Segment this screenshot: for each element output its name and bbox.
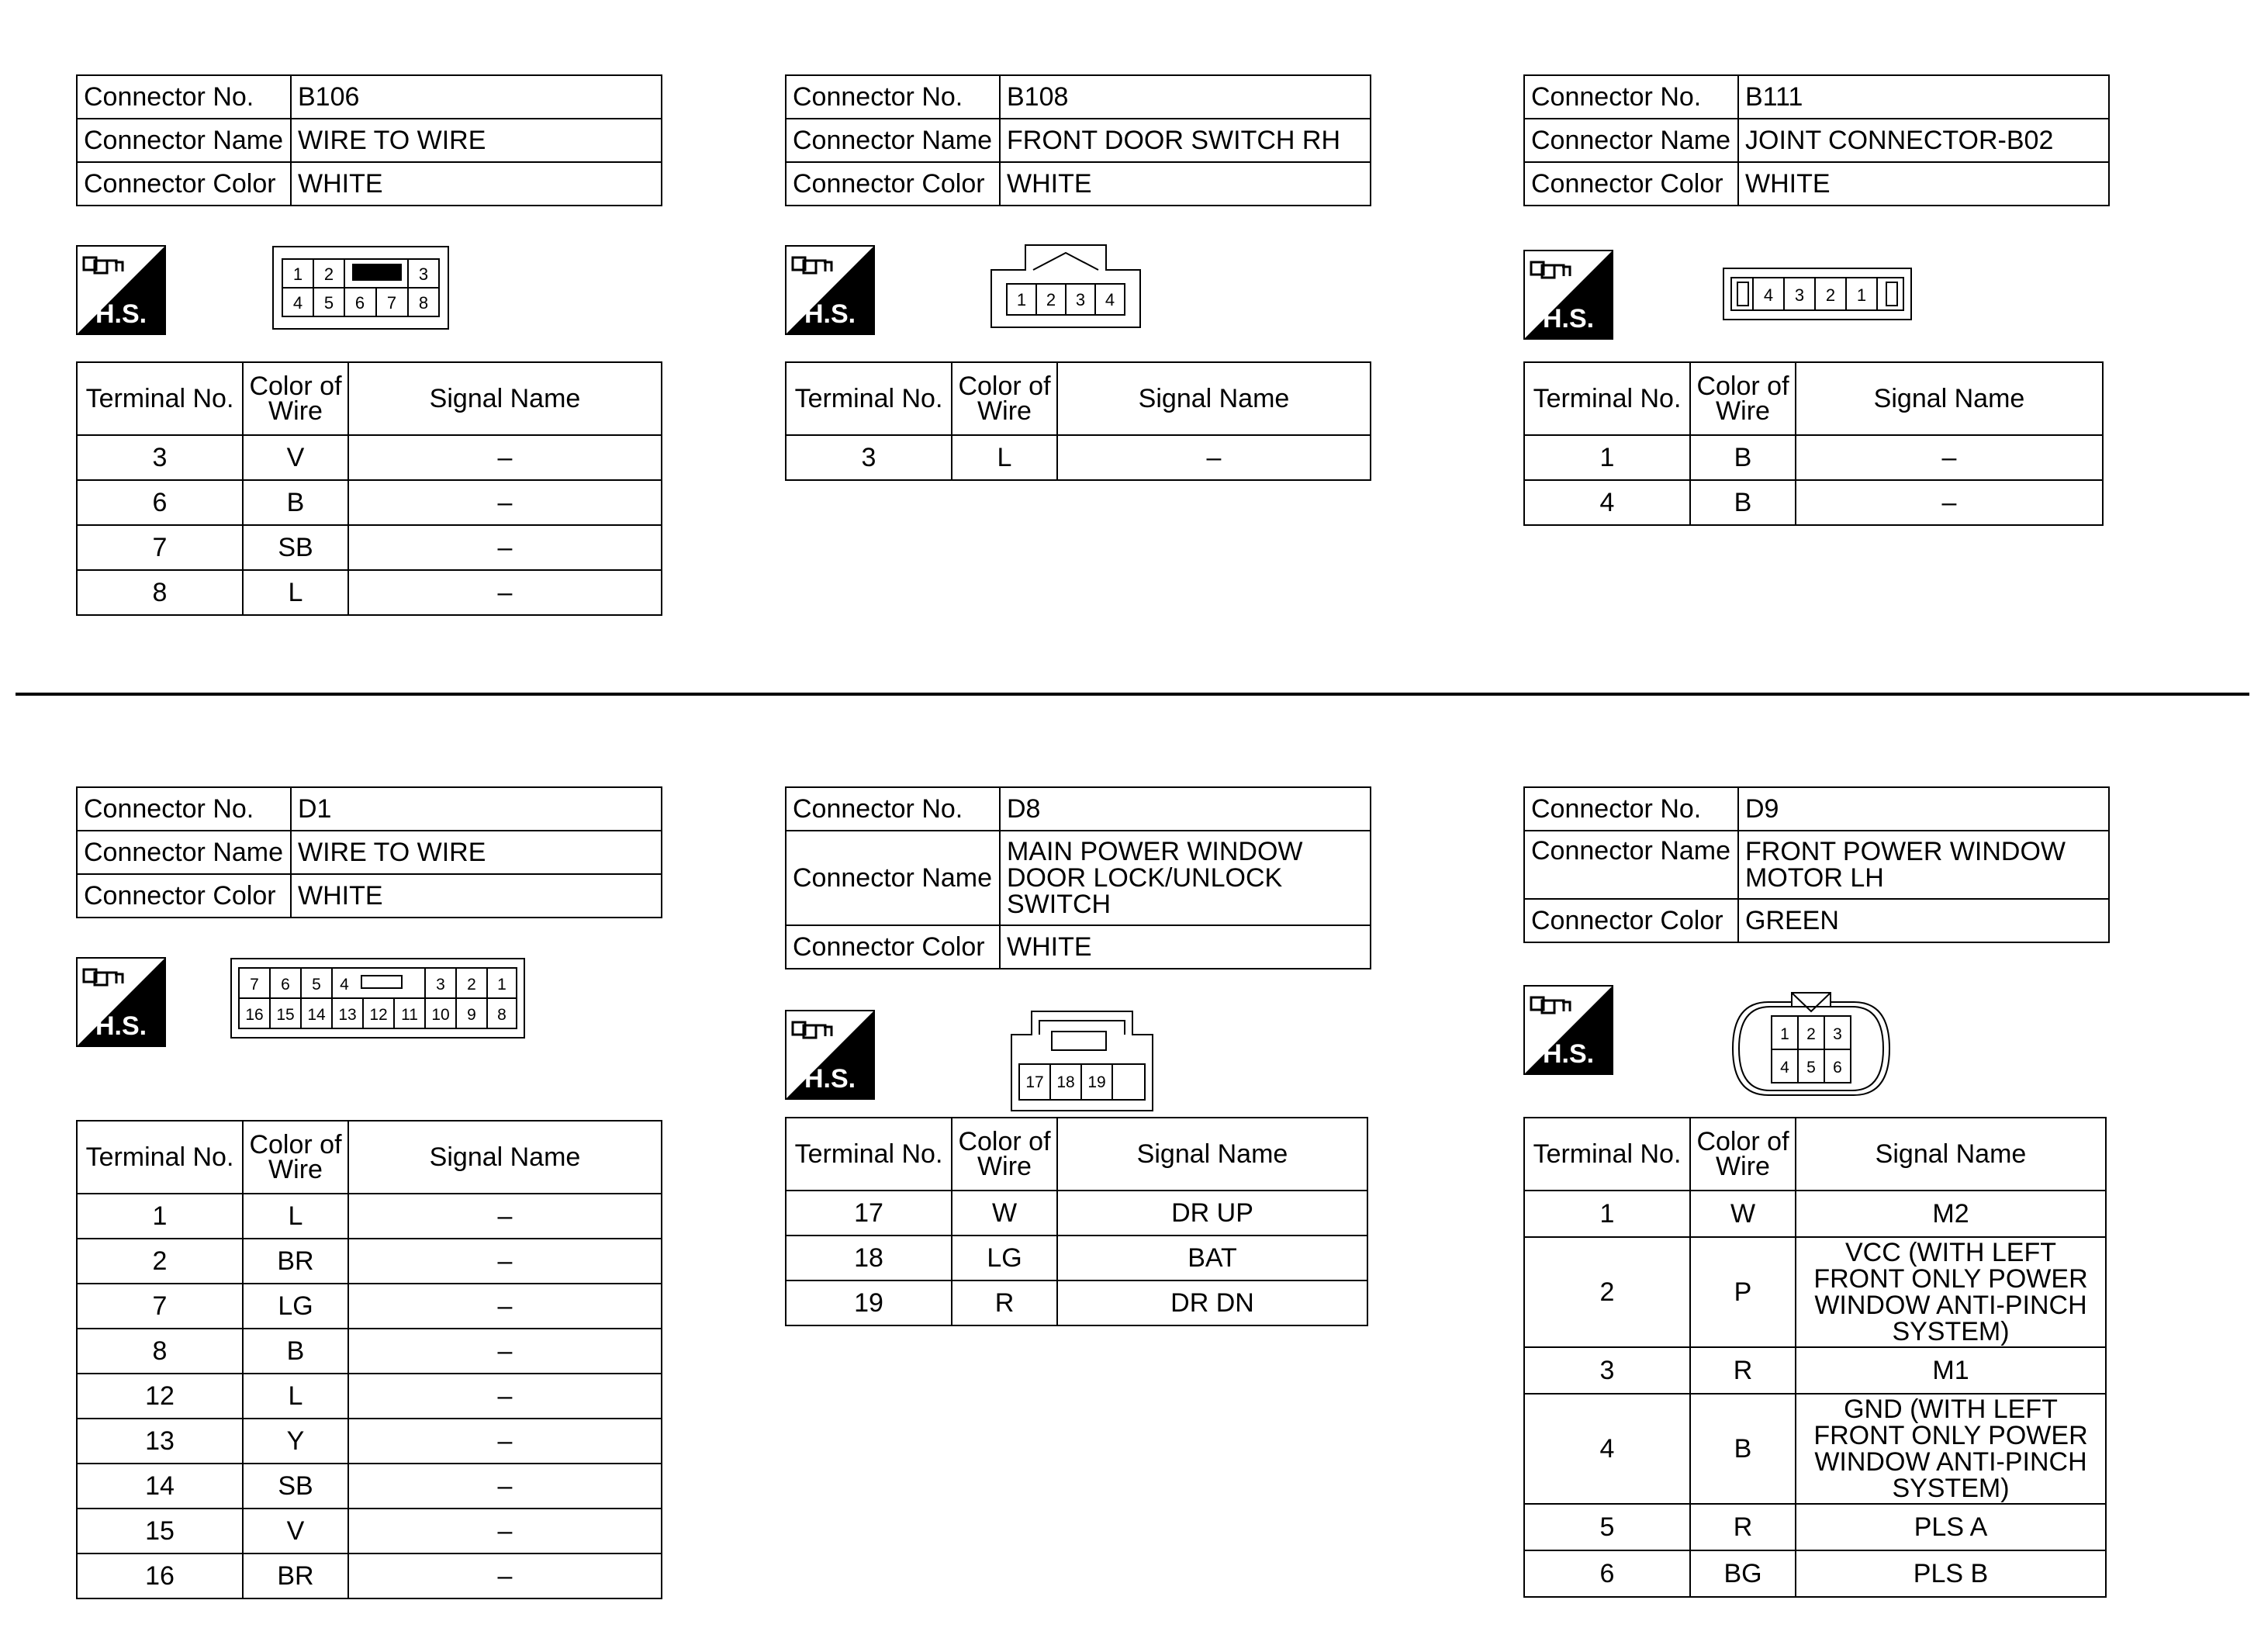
pin-label: 5 bbox=[323, 293, 334, 313]
pin-label: 10 bbox=[431, 1006, 450, 1024]
signal-name: – bbox=[348, 525, 662, 570]
connector-no-label: Connector No. bbox=[1524, 75, 1738, 119]
terminal-table-b108-wrap bbox=[785, 361, 1374, 481]
signal-name: PLS A bbox=[1796, 1504, 2106, 1550]
terminal-no: 1 bbox=[77, 1194, 243, 1239]
signal-name-header: Signal Name bbox=[1796, 1118, 2106, 1191]
signal-name: DR DN bbox=[1057, 1280, 1367, 1325]
pin-label: 4 bbox=[1763, 285, 1774, 305]
connector-face-d9 bbox=[1730, 990, 1893, 1111]
connector-face-b108 bbox=[990, 242, 1142, 333]
pin-label: 6 bbox=[281, 976, 290, 994]
signal-name: PLS B bbox=[1796, 1550, 2106, 1597]
harness-side-icon bbox=[785, 245, 875, 335]
wire-color: SB bbox=[243, 1464, 348, 1509]
pin-label: 15 bbox=[276, 1006, 295, 1024]
pin-label: 1 bbox=[292, 264, 303, 284]
connector-name-value: MAIN POWER WINDOW DOOR LOCK/UNLOCK SWITCH bbox=[1000, 831, 1371, 925]
connector-no-label: Connector No. bbox=[77, 75, 291, 119]
signal-name: M2 bbox=[1796, 1191, 2106, 1237]
table-row bbox=[786, 1236, 1367, 1280]
signal-name: – bbox=[348, 1239, 662, 1284]
wire-color-header: Color of Wire bbox=[1690, 1118, 1796, 1191]
pin-label: 3 bbox=[1833, 1025, 1842, 1043]
connector-info-table bbox=[1523, 786, 2110, 943]
terminal-no: 7 bbox=[77, 525, 243, 570]
terminal-no-header: Terminal No. bbox=[1524, 1118, 1690, 1191]
terminal-table bbox=[1523, 361, 2104, 526]
pin-label: 18 bbox=[1056, 1073, 1075, 1091]
wire-color-header: Color of Wire bbox=[243, 1121, 348, 1194]
connector-no-value: D1 bbox=[291, 787, 662, 831]
terminal-table bbox=[1523, 1117, 2107, 1598]
connector-block-d1 bbox=[76, 786, 666, 918]
terminal-no-header: Terminal No. bbox=[786, 362, 952, 435]
wire-color: B bbox=[243, 480, 348, 525]
connector-face-d8 bbox=[1010, 1010, 1154, 1116]
harness-side-icon bbox=[1523, 985, 1613, 1075]
terminal-table bbox=[76, 361, 662, 616]
connector-face-b111 bbox=[1722, 267, 1913, 325]
pin-label: 8 bbox=[418, 293, 429, 313]
signal-name: – bbox=[1057, 435, 1371, 480]
terminal-table-d9-wrap bbox=[1523, 1117, 2113, 1598]
connector-no-label: Connector No. bbox=[786, 75, 1000, 119]
table-row bbox=[786, 435, 1371, 480]
harness-side-icon bbox=[785, 1010, 875, 1100]
terminal-no: 16 bbox=[77, 1554, 243, 1598]
pin-label: 12 bbox=[369, 1006, 388, 1024]
wire-color-header: Color of Wire bbox=[1690, 362, 1796, 435]
table-row bbox=[1524, 435, 2103, 480]
terminal-no: 6 bbox=[77, 480, 243, 525]
signal-name: BAT bbox=[1057, 1236, 1367, 1280]
pin-label: 1 bbox=[1856, 285, 1867, 305]
signal-name-header: Signal Name bbox=[348, 362, 662, 435]
pin-label: 1 bbox=[1780, 1025, 1789, 1043]
connector-color-label: Connector Color bbox=[786, 162, 1000, 206]
terminal-no: 2 bbox=[1524, 1237, 1690, 1347]
wire-color: B bbox=[1690, 1394, 1796, 1504]
wire-color: L bbox=[243, 1374, 348, 1419]
terminal-table bbox=[785, 361, 1371, 481]
hs-label: H.S. bbox=[804, 299, 856, 329]
terminal-no: 1 bbox=[1524, 1191, 1690, 1237]
terminal-no: 8 bbox=[77, 1329, 243, 1374]
pin-label: 3 bbox=[1075, 290, 1086, 309]
connector-color-value: WHITE bbox=[1000, 162, 1371, 206]
wire-color: BR bbox=[243, 1554, 348, 1598]
table-row bbox=[786, 1191, 1367, 1236]
wire-color: R bbox=[952, 1280, 1057, 1325]
connector-info-table bbox=[785, 74, 1371, 206]
table-row bbox=[1524, 1550, 2106, 1597]
pin-label: 1 bbox=[1016, 290, 1027, 309]
table-row bbox=[77, 480, 662, 525]
terminal-no: 3 bbox=[77, 435, 243, 480]
terminal-no: 3 bbox=[786, 435, 952, 480]
connector-info-table bbox=[76, 786, 662, 918]
pin-label: 3 bbox=[436, 976, 445, 994]
pin-label: 7 bbox=[386, 293, 397, 313]
connector-color-value: WHITE bbox=[291, 162, 662, 206]
wire-color: B bbox=[1690, 480, 1796, 525]
connector-name-label: Connector Name bbox=[1524, 831, 1738, 899]
pin-label: 5 bbox=[1806, 1059, 1816, 1077]
terminal-no: 3 bbox=[1524, 1347, 1690, 1394]
connector-color-label: Connector Color bbox=[1524, 899, 1738, 942]
connector-no-value: D9 bbox=[1738, 787, 2109, 831]
terminal-no-header: Terminal No. bbox=[77, 362, 243, 435]
terminal-table bbox=[76, 1120, 662, 1599]
wire-color: V bbox=[243, 435, 348, 480]
connector-name-label: Connector Name bbox=[1524, 119, 1738, 162]
table-row bbox=[77, 1419, 662, 1464]
wire-color: W bbox=[1690, 1191, 1796, 1237]
terminal-no: 7 bbox=[77, 1284, 243, 1329]
connector-info-table bbox=[785, 786, 1371, 969]
connector-no-value: B108 bbox=[1000, 75, 1371, 119]
signal-name: – bbox=[348, 1329, 662, 1374]
terminal-table-d8-wrap bbox=[785, 1117, 1374, 1326]
hs-label: H.S. bbox=[804, 1064, 856, 1094]
wire-color: B bbox=[1690, 435, 1796, 480]
pin-label: 17 bbox=[1025, 1073, 1044, 1091]
pin-label: 13 bbox=[338, 1006, 357, 1024]
pin-label: 8 bbox=[497, 1006, 506, 1024]
connector-name-label: Connector Name bbox=[77, 119, 291, 162]
pin-label: 4 bbox=[292, 293, 303, 313]
terminal-no: 1 bbox=[1524, 435, 1690, 480]
signal-name: GND (WITH LEFT FRONT ONLY POWER WINDOW ANTI-PINCH SYSTEM) bbox=[1796, 1394, 2106, 1504]
pin-label: 2 bbox=[323, 264, 334, 284]
wire-color: W bbox=[952, 1191, 1057, 1236]
terminal-no: 2 bbox=[77, 1239, 243, 1284]
pin-label: 3 bbox=[1794, 285, 1805, 305]
signal-name: – bbox=[1796, 435, 2103, 480]
terminal-no: 18 bbox=[786, 1236, 952, 1280]
pin-label: 2 bbox=[1046, 290, 1056, 309]
table-row bbox=[1524, 1237, 2106, 1347]
terminal-table-d1-wrap bbox=[76, 1120, 666, 1599]
connector-color-label: Connector Color bbox=[1524, 162, 1738, 206]
section-divider bbox=[16, 693, 2249, 696]
wire-color: SB bbox=[243, 525, 348, 570]
terminal-no: 12 bbox=[77, 1374, 243, 1419]
table-row bbox=[1524, 1504, 2106, 1550]
table-row bbox=[1524, 1394, 2106, 1504]
signal-name-header: Signal Name bbox=[1057, 362, 1371, 435]
table-row bbox=[77, 1239, 662, 1284]
table-row bbox=[1524, 1347, 2106, 1394]
pin-label: 6 bbox=[1833, 1059, 1842, 1077]
table-row bbox=[77, 525, 662, 570]
connector-no-label: Connector No. bbox=[1524, 787, 1738, 831]
connector-name-label: Connector Name bbox=[786, 119, 1000, 162]
harness-side-icon bbox=[76, 957, 166, 1047]
pin-label: 2 bbox=[467, 976, 476, 994]
connector-block-b106 bbox=[76, 74, 666, 206]
connector-block-d8 bbox=[785, 786, 1374, 969]
pin-label: 3 bbox=[418, 264, 429, 284]
connector-block-b111 bbox=[1523, 74, 2113, 206]
pin-label: 2 bbox=[1825, 285, 1836, 305]
pin-label: 2 bbox=[1806, 1025, 1816, 1043]
table-row bbox=[77, 1329, 662, 1374]
wire-color: LG bbox=[952, 1236, 1057, 1280]
terminal-no: 19 bbox=[786, 1280, 952, 1325]
table-row bbox=[77, 1509, 662, 1554]
connector-color-value: WHITE bbox=[1000, 925, 1371, 969]
wire-color: V bbox=[243, 1509, 348, 1554]
table-row bbox=[77, 1464, 662, 1509]
pin-label: 4 bbox=[340, 976, 349, 994]
pin-label: 19 bbox=[1087, 1073, 1106, 1091]
connector-color-label: Connector Color bbox=[77, 162, 291, 206]
signal-name: – bbox=[348, 1194, 662, 1239]
terminal-no: 5 bbox=[1524, 1504, 1690, 1550]
terminal-no: 4 bbox=[1524, 480, 1690, 525]
wire-color: R bbox=[1690, 1347, 1796, 1394]
pin-label: 1 bbox=[497, 976, 506, 994]
signal-name: – bbox=[348, 435, 662, 480]
pin-label: 9 bbox=[467, 1006, 476, 1024]
terminal-table-b106-wrap bbox=[76, 361, 666, 616]
table-row bbox=[77, 435, 662, 480]
wire-color-header: Color of Wire bbox=[952, 1118, 1057, 1191]
connector-name-value: FRONT POWER WINDOW MOTOR LH bbox=[1738, 831, 2109, 899]
connector-name-label: Connector Name bbox=[786, 831, 1000, 925]
table-row bbox=[77, 1374, 662, 1419]
connector-color-label: Connector Color bbox=[786, 925, 1000, 969]
signal-name: – bbox=[348, 1374, 662, 1419]
signal-name: – bbox=[348, 1464, 662, 1509]
wire-color: L bbox=[243, 1194, 348, 1239]
signal-name: VCC (WITH LEFT FRONT ONLY POWER WINDOW ANTI-PINCH SYSTEM) bbox=[1796, 1237, 2106, 1347]
terminal-no-header: Terminal No. bbox=[786, 1118, 952, 1191]
table-row bbox=[786, 1280, 1367, 1325]
table-row bbox=[77, 570, 662, 615]
connector-color-value: WHITE bbox=[1738, 162, 2109, 206]
wire-color: P bbox=[1690, 1237, 1796, 1347]
connector-name-value: WIRE TO WIRE bbox=[291, 831, 662, 874]
terminal-no: 15 bbox=[77, 1509, 243, 1554]
wire-color: L bbox=[243, 570, 348, 615]
table-row bbox=[77, 1194, 662, 1239]
connector-name-value: FRONT DOOR SWITCH RH bbox=[1000, 119, 1371, 162]
signal-name: – bbox=[348, 1509, 662, 1554]
connector-name-value: WIRE TO WIRE bbox=[291, 119, 662, 162]
table-row bbox=[77, 1284, 662, 1329]
wire-color: B bbox=[243, 1329, 348, 1374]
signal-name-header: Signal Name bbox=[348, 1121, 662, 1194]
connector-block-d9 bbox=[1523, 786, 2113, 943]
wire-color-header: Color of Wire bbox=[243, 362, 348, 435]
signal-name: – bbox=[348, 1554, 662, 1598]
pin-label: 4 bbox=[1105, 290, 1115, 309]
signal-name: M1 bbox=[1796, 1347, 2106, 1394]
hs-label: H.S. bbox=[1542, 1039, 1595, 1069]
pin-label: 5 bbox=[312, 976, 321, 994]
connector-no-value: B111 bbox=[1738, 75, 2109, 119]
terminal-no: 6 bbox=[1524, 1550, 1690, 1597]
terminal-no-header: Terminal No. bbox=[77, 1121, 243, 1194]
connector-face-d1 bbox=[230, 957, 526, 1043]
terminal-no: 13 bbox=[77, 1419, 243, 1464]
pin-label: 6 bbox=[354, 293, 365, 313]
wire-color: Y bbox=[243, 1419, 348, 1464]
table-row bbox=[1524, 480, 2103, 525]
terminal-table bbox=[785, 1117, 1368, 1326]
connector-name-value: JOINT CONNECTOR-B02 bbox=[1738, 119, 2109, 162]
connector-face-b106 bbox=[271, 245, 450, 334]
harness-side-icon bbox=[1523, 250, 1613, 340]
wire-color: BR bbox=[243, 1239, 348, 1284]
connector-info-table bbox=[76, 74, 662, 206]
connector-info-table bbox=[1523, 74, 2110, 206]
pin-label: 14 bbox=[307, 1006, 326, 1024]
hs-label: H.S. bbox=[1542, 304, 1595, 334]
terminal-no: 14 bbox=[77, 1464, 243, 1509]
signal-name: DR UP bbox=[1057, 1191, 1367, 1236]
connector-no-label: Connector No. bbox=[77, 787, 291, 831]
connector-no-value: B106 bbox=[291, 75, 662, 119]
connector-color-value: GREEN bbox=[1738, 899, 2109, 942]
hs-label: H.S. bbox=[95, 1011, 147, 1041]
connector-no-value: D8 bbox=[1000, 787, 1371, 831]
pin-label: 11 bbox=[401, 1006, 418, 1024]
wire-color-header: Color of Wire bbox=[952, 362, 1057, 435]
wire-color: BG bbox=[1690, 1550, 1796, 1597]
terminal-table-b111-wrap bbox=[1523, 361, 2113, 526]
terminal-no: 4 bbox=[1524, 1394, 1690, 1504]
signal-name: – bbox=[1796, 480, 2103, 525]
connector-color-value: WHITE bbox=[291, 874, 662, 918]
table-row bbox=[77, 1554, 662, 1598]
terminal-no-header: Terminal No. bbox=[1524, 362, 1690, 435]
signal-name: – bbox=[348, 570, 662, 615]
table-row bbox=[1524, 1191, 2106, 1237]
signal-name: – bbox=[348, 480, 662, 525]
wire-color: R bbox=[1690, 1504, 1796, 1550]
signal-name: – bbox=[348, 1419, 662, 1464]
signal-name-header: Signal Name bbox=[1057, 1118, 1367, 1191]
wire-color: L bbox=[952, 435, 1057, 480]
terminal-no: 8 bbox=[77, 570, 243, 615]
terminal-no: 17 bbox=[786, 1191, 952, 1236]
wire-color: LG bbox=[243, 1284, 348, 1329]
connector-name-label: Connector Name bbox=[77, 831, 291, 874]
signal-name-header: Signal Name bbox=[1796, 362, 2103, 435]
pin-label: 7 bbox=[250, 976, 259, 994]
pin-label: 16 bbox=[245, 1006, 264, 1024]
connector-block-b108 bbox=[785, 74, 1374, 206]
signal-name: – bbox=[348, 1284, 662, 1329]
pin-label: 4 bbox=[1780, 1059, 1789, 1077]
hs-label: H.S. bbox=[95, 299, 147, 329]
harness-side-icon bbox=[76, 245, 166, 335]
connector-no-label: Connector No. bbox=[786, 787, 1000, 831]
connector-color-label: Connector Color bbox=[77, 874, 291, 918]
